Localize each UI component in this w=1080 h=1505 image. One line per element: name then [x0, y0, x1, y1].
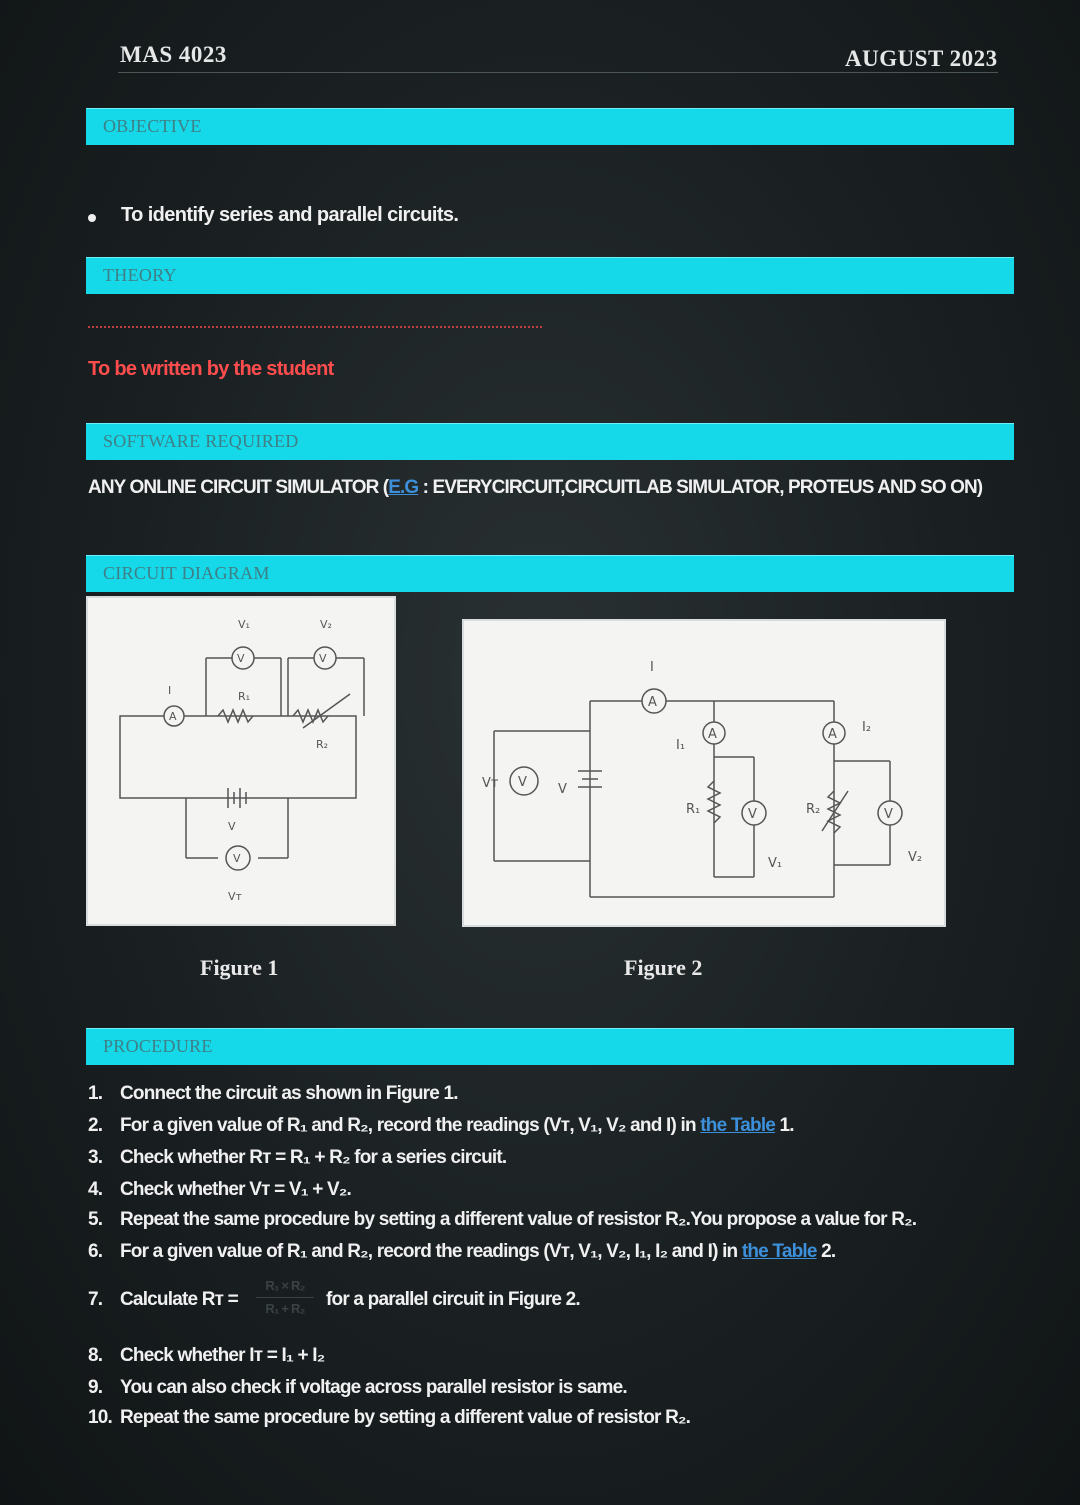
software-suffix: : EVERYCIRCUIT,CIRCUITLAB SIMULATOR, PROTEUS AND SO ON) [418, 477, 983, 498]
software-heading-bar [86, 423, 1014, 460]
step-text: Calculate Rᴛ = [120, 1289, 238, 1310]
step-text: You can also check if voltage across parallel resistor is same. [120, 1377, 627, 1398]
objective-heading-bar [86, 108, 1014, 145]
course-code: MAS 4023 [120, 42, 227, 67]
document-date: AUGUST 2023 [845, 46, 998, 71]
step-figure-ref: Figure 1. [385, 1083, 458, 1104]
fig1-label-v: V [228, 820, 236, 833]
software-heading: SOFTWARE REQUIRED [103, 431, 299, 451]
fig1-label-i: I [168, 684, 172, 697]
fig2-meter-v2: V [884, 807, 893, 822]
circuit-heading-bar [86, 555, 1014, 592]
circuit-heading: CIRCUIT DIAGRAM [103, 563, 270, 583]
step-number: 6. [88, 1241, 103, 1262]
formula-numerator: R₁ × R₂ [265, 1278, 305, 1293]
fig1-label-r1: R₁ [238, 690, 251, 703]
formula-denominator: R₁ + R₂ [256, 1297, 314, 1320]
step-text: For a given value of R₁ and R₂, record the readings (Vᴛ, V₁, V₂, I₁, I₂ and I) in [120, 1241, 742, 1262]
procedure-step-7 [88, 1278, 788, 1329]
software-text [88, 476, 988, 500]
table-2-link[interactable]: the Table [741, 1241, 817, 1262]
step-number: 7. [88, 1289, 103, 1310]
bullet-icon [88, 214, 96, 222]
step-number: 9. [88, 1377, 103, 1398]
step-text: Check whether Iᴛ = I₁ + I₂ [120, 1345, 325, 1366]
fig2-label-vt: Vᴛ [482, 776, 499, 791]
step-text: Connect the circuit as shown in [120, 1083, 386, 1104]
figure-1-series-circuit [86, 596, 396, 926]
procedure-step-3 [88, 1147, 506, 1169]
fig1-meter-v1: V [237, 652, 245, 665]
step-text: Repeat the same procedure by setting a different value of resistor R₂.You propose a value for R₂. [120, 1209, 917, 1230]
fig2-label-i1: I₁ [676, 738, 686, 753]
figure-2-caption: Figure 2 [624, 955, 703, 980]
procedure-step-2 [88, 1115, 794, 1137]
step-number: 4. [88, 1179, 103, 1200]
step-number: 5. [88, 1209, 103, 1230]
fig2-label-r1: R₁ [686, 802, 701, 817]
procedure-step-4 [88, 1179, 351, 1201]
fig1-meter-v2: V [319, 652, 327, 665]
step-text-after: for a parallel circuit in Figure 2. [326, 1289, 580, 1310]
step-number: 3. [88, 1147, 103, 1168]
software-eg-link[interactable]: E.G [388, 477, 419, 498]
fig1-label-v1: V₁ [238, 618, 250, 631]
fig2-label-v: V [558, 782, 567, 797]
procedure-step-6 [88, 1241, 835, 1263]
theory-note: To be written by the student [88, 358, 334, 380]
step-text: For a given value of R₁ and R₂, record the readings (Vᴛ, V₁, V₂ and I) in [120, 1115, 701, 1136]
objective-heading: OBJECTIVE [103, 116, 202, 136]
procedure-step-10 [88, 1407, 690, 1429]
figure-1-caption: Figure 1 [200, 955, 279, 980]
step-text: Check whether Rᴛ = R₁ + R₂ for a series circuit. [120, 1147, 507, 1168]
fig1-label-v2: V₂ [320, 618, 332, 631]
table-1-link[interactable]: the Table [700, 1115, 776, 1136]
step-text: Repeat the same procedure by setting a different value of resistor R₂. [120, 1407, 691, 1428]
series-circuit-diagram [88, 598, 394, 924]
fig1-label-r2: R₂ [316, 738, 329, 751]
fig1-label-vt: Vᴛ [228, 890, 242, 903]
fig2-label-v1: V₁ [768, 856, 783, 871]
fig1-meter-vt: V [233, 852, 241, 865]
fig1-meter-a: A [169, 710, 177, 723]
step-number: 2. [88, 1115, 103, 1136]
objective-text: To identify series and parallel circuits. [121, 204, 459, 226]
procedure-step-1 [88, 1083, 458, 1105]
procedure-heading-bar [86, 1028, 1014, 1065]
step-number: 8. [88, 1345, 103, 1366]
fig2-label-r2: R₂ [806, 802, 821, 817]
parallel-circuit-diagram [464, 621, 944, 925]
procedure-heading: PROCEDURE [103, 1036, 213, 1056]
step-end: 2. [816, 1241, 836, 1262]
parallel-resistance-formula [256, 1275, 314, 1321]
fig2-meter-a1: A [708, 727, 717, 742]
step-number: 1. [88, 1083, 103, 1104]
theory-heading: THEORY [103, 265, 177, 285]
figure-2-parallel-circuit [462, 619, 946, 927]
step-number: 10. [88, 1407, 113, 1428]
software-prefix: ANY ONLINE CIRCUIT SIMULATOR ( [88, 477, 389, 498]
fig2-meter-a: A [648, 695, 657, 710]
fig2-label-i2: I₂ [862, 720, 872, 735]
fig2-label-i: I [650, 660, 654, 675]
fig2-meter-v1: V [748, 807, 757, 822]
procedure-step-8 [88, 1345, 324, 1367]
header-divider [118, 72, 998, 73]
procedure-step-9 [88, 1377, 627, 1399]
fig2-meter-a2: A [828, 727, 837, 742]
step-end: 1. [775, 1115, 794, 1136]
step-text: Check whether Vᴛ = V₁ + V₂. [120, 1179, 352, 1200]
theory-heading-bar [86, 257, 1014, 294]
fig2-meter-vt: V [518, 775, 527, 790]
fig2-label-v2: V₂ [908, 850, 923, 865]
procedure-step-5 [88, 1209, 916, 1231]
theory-dotted-line [88, 326, 542, 328]
